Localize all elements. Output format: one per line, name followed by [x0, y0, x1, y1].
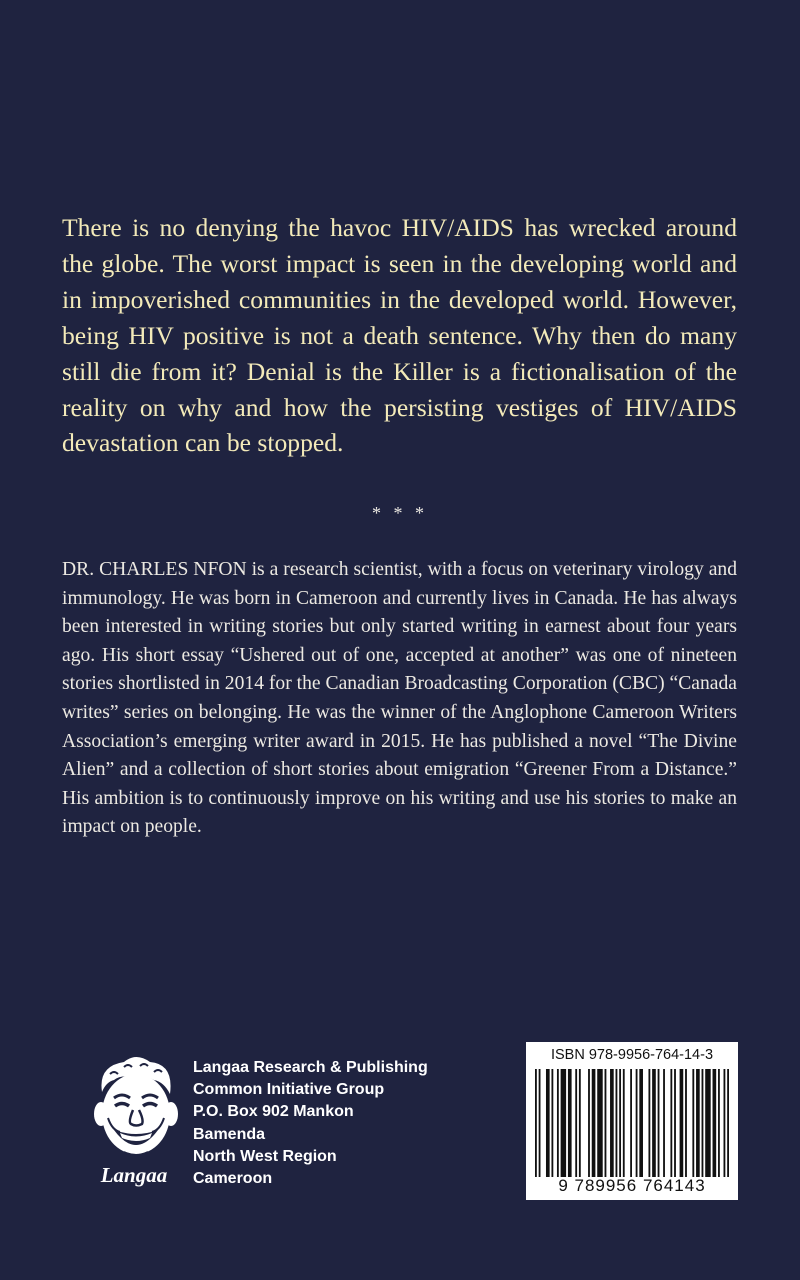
barcode-bar — [680, 1069, 684, 1177]
barcode-bar — [696, 1069, 700, 1177]
barcode-bar — [713, 1069, 717, 1177]
isbn-label: ISBN 978-9956-764-14-3 — [550, 1047, 714, 1063]
barcode-bar — [702, 1069, 704, 1177]
barcode-bar — [557, 1069, 559, 1177]
publisher-address-line: Cameroon — [193, 1170, 273, 1188]
barcode-bar — [658, 1069, 660, 1177]
barcode-bar — [663, 1069, 665, 1177]
barcode-bar — [546, 1069, 550, 1177]
barcode-bar — [610, 1069, 614, 1177]
barcode-bar — [639, 1069, 643, 1177]
barcode-bar — [692, 1069, 694, 1177]
barcode-bar — [551, 1069, 553, 1177]
barcode-bar — [636, 1069, 638, 1177]
barcode-bar — [575, 1069, 577, 1177]
barcode-bar — [619, 1069, 621, 1177]
barcode-bar — [685, 1069, 687, 1177]
barcode-bar — [592, 1069, 596, 1177]
publisher-address-line: Bamenda — [193, 1125, 266, 1143]
author-bio: DR. CHARLES NFON is a research scientist, with a focus on veterinary virology and immunology. He was born in Cameroon and currently lives in Canada. He has always been interested in writing stories but only started writing in earnest about four years ago. His short essay “Ushered out of one, accepted at another” was one of nineteen stories shortlisted in 2014 for the Canadian Broadcasting Corporation (CBC) “Canada writes” series on belonging. He was the winner of the Anglophone Cameroon Writers Association’s emerging writer award in 2015. He has published a novel “The Divine Alien” and a collection of short stories about emigration “Greener From a Distance.” His ambition is to continuously improve on his writing and use his stories to make an impact on people. — [62, 559, 737, 838]
barcode-bar — [718, 1069, 720, 1177]
barcode-bar — [705, 1069, 710, 1177]
barcode-bars — [535, 1069, 729, 1177]
barcode-bar — [724, 1069, 726, 1177]
publisher-address-line: North West Region — [193, 1147, 337, 1165]
barcode-bar — [535, 1069, 537, 1177]
barcode-bar — [674, 1069, 676, 1177]
barcode-bar — [568, 1069, 572, 1177]
publisher-logo-wordmark: Langaa — [100, 1163, 168, 1187]
book-blurb: There is no denying the havoc HIV/AIDS has wrecked around the globe. The worst impact is seen in the developing world and in impoverished communities in the developed world. However, being HIV positive is not a death sentence. Why then do many still die from it? Denial is the Killer is a fictionalisation of the reality on why and how the persisting vestiges of HIV/AIDS devastation can be stopped. — [62, 213, 737, 458]
publisher-address — [193, 1057, 428, 1190]
barcode-bar — [616, 1069, 618, 1177]
section-separator: * * * — [372, 503, 428, 523]
publisher-address-line: Langaa Research & Publishing — [193, 1059, 428, 1076]
barcode-bar — [727, 1069, 729, 1177]
isbn-barcode — [526, 1042, 738, 1200]
barcode-bar — [648, 1069, 650, 1177]
barcode-bar — [652, 1069, 656, 1177]
barcode-bar — [623, 1069, 625, 1177]
publisher-address-line: Common Initiative Group — [193, 1081, 385, 1099]
barcode-bar — [588, 1069, 590, 1177]
publisher-address-line: P.O. Box 902 Mankon — [193, 1103, 354, 1121]
barcode-bar — [670, 1069, 672, 1177]
barcode-bar — [597, 1069, 602, 1177]
barcode-bar — [630, 1069, 632, 1177]
barcode-bar — [561, 1069, 566, 1177]
barcode-digits: 9 789956 764143 — [558, 1176, 706, 1195]
barcode-bar — [579, 1069, 581, 1177]
barcode-bar — [605, 1069, 607, 1177]
barcode-bar — [539, 1069, 541, 1177]
